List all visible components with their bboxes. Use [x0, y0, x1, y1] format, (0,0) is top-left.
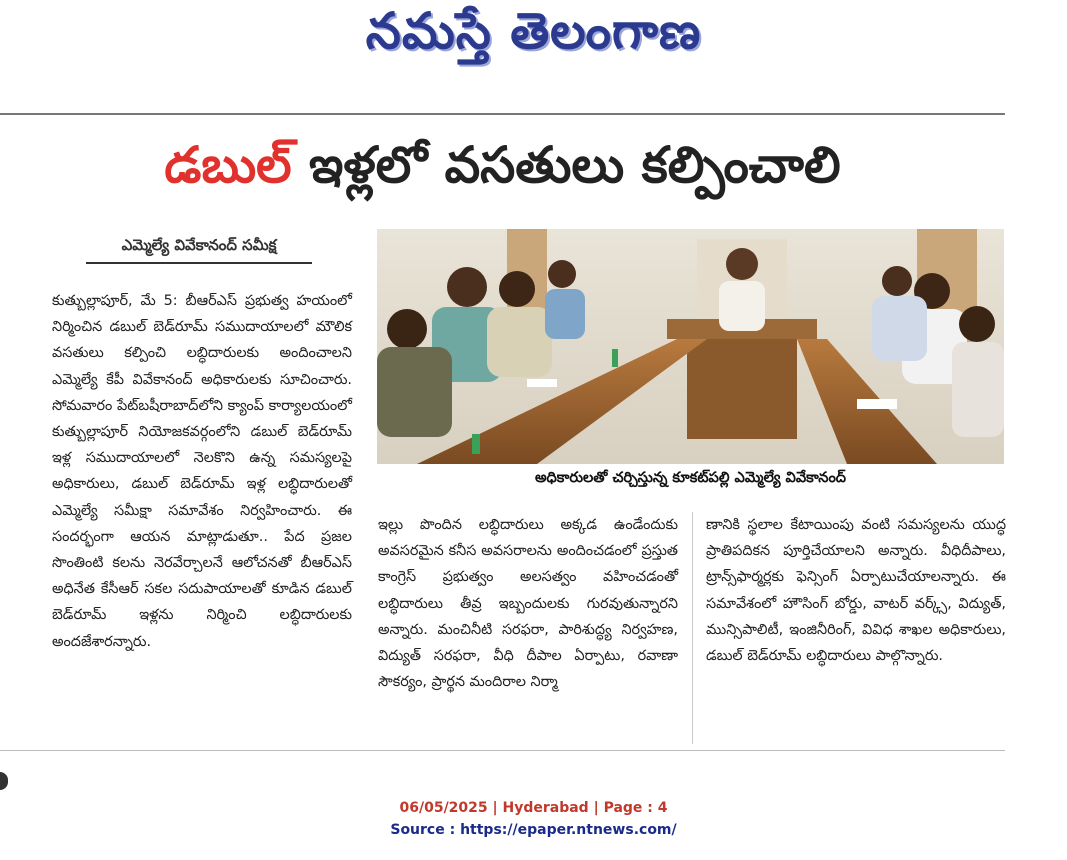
masthead [0, 0, 1067, 80]
headline-highlight: డబుల్ [164, 136, 292, 194]
meeting-photo-illustration [377, 229, 1004, 464]
article-column-3: ణానికి స్థలాల కేటాయింపు వంటి సమస్యలను యుద్ధ ప్రాతిపదికన పూర్తిచేయాలని అన్నారు. వీధిదీపాలు, ట్రాన్స్‌ఫార్మర్లకు ఫెన్సింగ్ ఏర్పాటుచేయాలన్నారు. ఈ సమావేశంలో హౌసింగ్ బోర్డు, వాటర్ వర్క్స్, విద్యుత్, మున్సిపాలిటీ, ఇంజినీరింగ్, వివిధ శాఖల అధికారులు, డబుల్ బెడ్‌రూమ్ లబ్ధిదారులు పాల్గొన్నారు. [706, 517, 1006, 665]
photo-caption: అధికారులతో చర్చిస్తున్న కూకట్‌పల్లి ఎమ్మెల్యే వివేకానంద్ [534, 470, 847, 486]
footer-date-page: 06/05/2025 | Hyderabad | Page : 4 [399, 800, 668, 816]
headline-rest: ఇళ్లలో వసతులు కల్పించాలి [309, 136, 841, 194]
footer-source-link[interactable]: Source : https://epaper.ntnews.com/ [390, 822, 677, 838]
top-rule [0, 113, 1005, 115]
news-photo [377, 229, 1004, 464]
page-edge-mark [0, 772, 8, 790]
article-column-1: కుత్బుల్లాపూర్, మే 5: బీఆర్ఎస్ ప్రభుత్వ హయంలో నిర్మించిన డబుల్ బెడ్‌రూమ్ సముదాయాలలో మౌలిక వసతులు కల్పించి లబ్ధిదారులకు అందించాలని ఎమ్మెల్యే కేపీ వివేకానంద్ అధికారులకు సూచించారు. సోమవారం పేట్‌బషీరాబాద్‌లోని క్యాంప్ కార్యాలయంలో కుత్బుల్లాపూర్ నియోజకవర్గంలోని డబుల్ బెడ్‌రూమ్ ఇళ్ల సముదాయాలలో నెలకొని ఉన్న సమస్యలపై అధికారులు, డబుల్ బెడ్‌రూమ్ ఇళ్ల లబ్ధిదారులతో ఎమ్మెల్యే సమీక్షా సమావేశం నిర్వహించారు. ఈ సందర్భంగా ఆయన మాట్లాడుతూ.. పేద ప్రజల సొంతింటి కలను నెరవేర్చాలనే ఆలోచనతో బీఆర్ఎస్ అధినేత కేసీఆర్ సకల సదుపాయాలతో కూడిన డబుల్ బెడ్‌రూమ్ ఇళ్లను నిర్మించి లబ్ధిదారులకు అందజేశారన్నారు. [52, 293, 352, 650]
article-column-2: ఇల్లు పొందిన లబ్ధిదారులు అక్కడ ఉండేందుకు అవసరమైన కనీస అవసరాలను అందించడంలో ప్రస్తుత కాంగ్రెస్ ప్రభుత్వం అలసత్వం వహించడంతో లబ్ధిదారులు తీవ్ర ఇబ్బందులకు గురవుతున్నారని అన్నారు. మంచినీటి సరఫరా, పారిశుద్ధ్య నిర్వహణ, విద్యుత్ సరఫరా, వీధి దీపాల ఏర్పాటు, రవాణా సౌకర్యం, ప్రార్థన మందిరాల నిర్మా [378, 517, 678, 691]
bottom-rule [0, 750, 1005, 751]
column-divider [692, 512, 693, 744]
newspaper-logo: నమస్తే తెలంగాణ [365, 2, 702, 60]
subheading: ఎమ్మెల్యే వివేకానంద్ సమీక్ష [86, 236, 312, 264]
headline [0, 120, 1005, 210]
